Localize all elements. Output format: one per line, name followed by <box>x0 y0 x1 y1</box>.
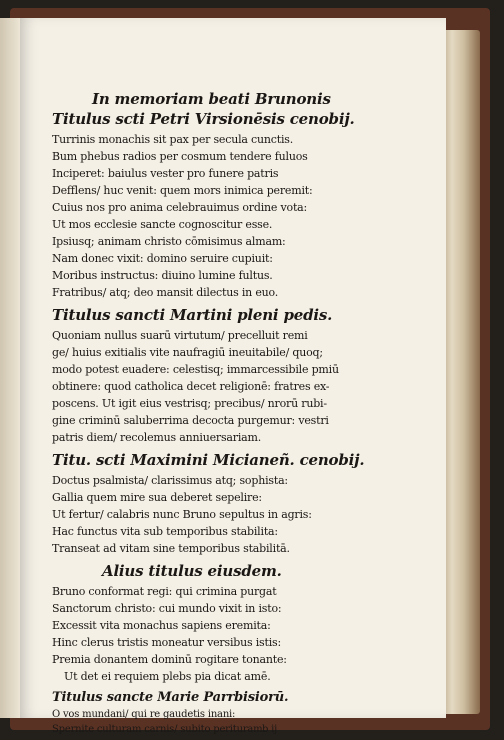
text-line: Nam donec vixit: domino seruire cupiuit: <box>52 252 273 265</box>
text-line: Transeat ad vitam sine temporibus stabilitā. <box>52 542 290 555</box>
text-line: Doctus psalmista/ clarissimus atq; sophista: <box>52 474 288 487</box>
text-line: Ipsiusq; animam christo cōmisimus almam: <box>52 235 286 248</box>
text-line: Hac functus vita sub temporibus stabilita: <box>52 525 278 538</box>
text-line: Defflens/ huc venit: quem mors inimica peremit: <box>52 184 313 197</box>
text-line: Turrinis monachis sit pax per secula cunctis. <box>52 133 294 146</box>
text-line: Moribus instructus: diuino lumine fultus. <box>52 269 273 282</box>
text-line: Bum phebus radios per cosmum tendere fuluos <box>52 150 308 163</box>
text-line: poscens. Ut igit eius vestrisq; precibus/ nrorū rubi- <box>52 397 327 410</box>
section-title: Titulus scti Petri Virsionēsis cenobij. <box>52 110 355 128</box>
text-line: Cuius nos pro anima celebrauimus ordine vota: <box>52 201 308 214</box>
text-line: Ut mos ecclesie sancte cognoscitur esse. <box>52 218 273 231</box>
text-line: O vos mundani/ qui re gaudetis inani: <box>52 709 236 720</box>
signature-mark: b ij <box>262 724 278 735</box>
text-line: Gallia quem mire sua deberet sepelire: <box>52 491 262 504</box>
text-line: ge/ huius exitialis vite naufragiū ineuitabile/ quoq; <box>52 346 323 359</box>
text-line: obtinere: quod catholica decet religionē: fratres ex- <box>52 380 330 393</box>
section-title: Titu. scti Maximini Micianeñ. cenobij. <box>52 451 365 469</box>
facing-leaf-edge <box>0 18 22 718</box>
text-line: Premia donantem dominū rogitare tonante: <box>52 653 287 666</box>
text-line: Quoniam nullus suarū virtutum/ precelluit remi <box>52 329 308 342</box>
text-line: modo potest euadere: celestisq; immarcessibile pmiū <box>52 363 339 376</box>
text-line: patris diem/ recolemus anniuersariam. <box>52 431 262 444</box>
text-line: Ut fertur/ calabris nunc Bruno sepultus in agris: <box>52 508 312 521</box>
section-title: Alius titulus eiusdem. <box>102 562 282 580</box>
text-line: Excessit vita monachus sapiens eremita: <box>52 619 271 632</box>
page-header: In memoriam beati Brunonis <box>92 90 331 108</box>
text-line: Ut det ei requiem plebs pia dicat amē. <box>64 670 271 683</box>
text-line: Hinc clerus tristis moneatur versibus istis: <box>52 636 281 649</box>
text-line: gine criminū saluberrima decocta purgemur: vestri <box>52 414 329 427</box>
page-fore-edge <box>440 30 480 714</box>
text-line: Spernite culturam carnis/ subito perituram. <box>52 724 266 735</box>
text-line: Fratribus/ atq; deo mansit dilectus in euo. <box>52 286 279 299</box>
section-title: Titulus sancte Marie Parrbisiorū. <box>52 690 289 705</box>
text-line: Bruno conformat regi: qui crimina purgat <box>52 585 277 598</box>
text-line: Sanctorum christo: cui mundo vixit in isto: <box>52 602 282 615</box>
section-title: Titulus sancti Martini pleni pedis. <box>52 306 333 324</box>
text-line: Inciperet: baiulus vester pro funere patris <box>52 167 279 180</box>
